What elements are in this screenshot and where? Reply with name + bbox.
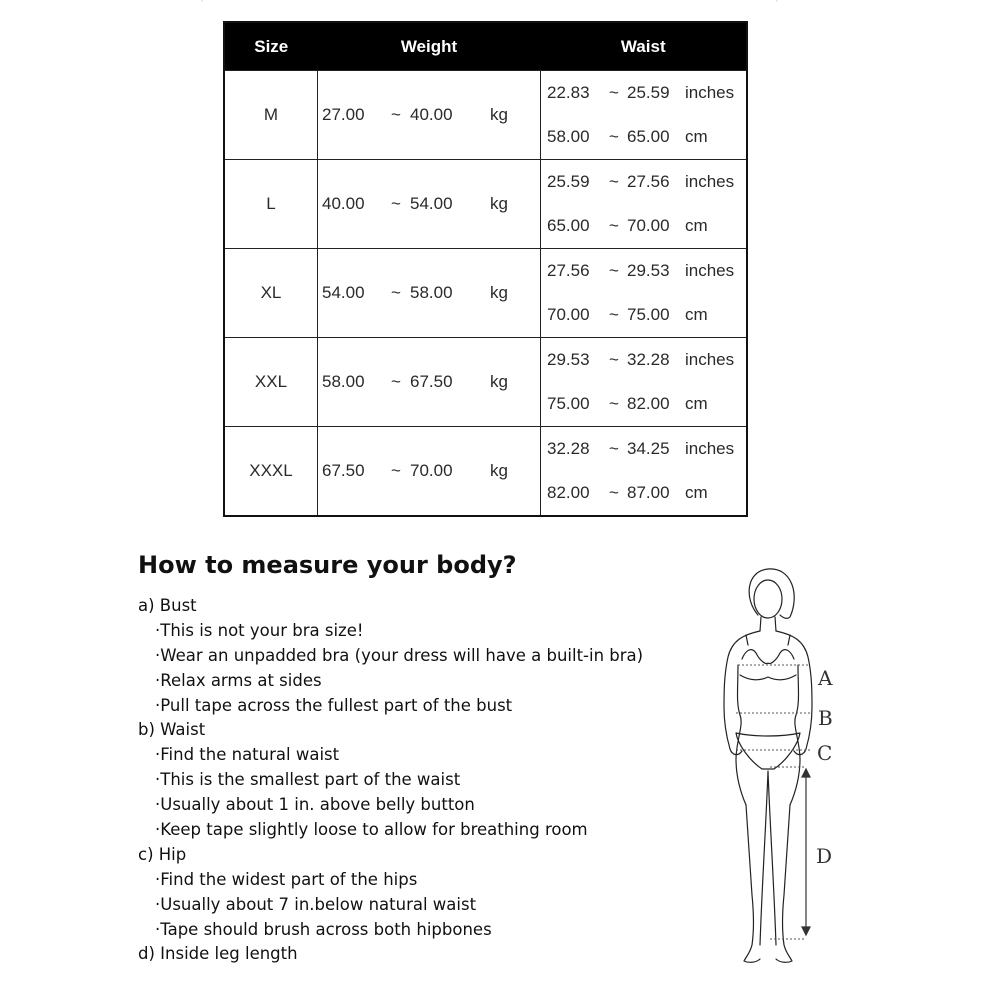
waist-in-min: 22.83 bbox=[547, 83, 590, 102]
waist-cm-min: 82.00 bbox=[547, 483, 590, 502]
instruction-item: ·Wear an unpadded bra (your dress will have a built-in bra) bbox=[155, 645, 644, 665]
label-c: C bbox=[817, 741, 833, 765]
cell-waist bbox=[541, 338, 748, 427]
waist-cm-line bbox=[541, 115, 746, 159]
measure-instructions bbox=[138, 594, 643, 967]
weight-unit: kg bbox=[490, 194, 508, 213]
range-separator: ~ bbox=[609, 305, 619, 324]
table-row bbox=[224, 338, 747, 427]
weight-unit: kg bbox=[490, 283, 508, 302]
waist-inches-line bbox=[541, 338, 746, 382]
instruction-item: ·Usually about 7 in.below natural waist bbox=[155, 894, 477, 914]
range-separator: ~ bbox=[391, 461, 401, 480]
table-header-row bbox=[224, 22, 747, 71]
waist-cm-max: 87.00 bbox=[627, 483, 670, 502]
figure-briefs bbox=[736, 733, 800, 769]
waist-in-unit: inches bbox=[685, 350, 735, 369]
instruction-item: ·This is the smallest part of the waist bbox=[155, 770, 461, 790]
waist-in-unit: inches bbox=[685, 261, 735, 280]
cell-weight bbox=[318, 249, 541, 338]
instruction-item: ·Pull tape across the fullest part of the bust bbox=[155, 695, 513, 715]
waist-in-max: 27.56 bbox=[627, 172, 670, 191]
figure-bra bbox=[740, 635, 796, 680]
weight-min: 67.50 bbox=[322, 461, 365, 480]
waist-cm-max: 70.00 bbox=[627, 216, 670, 235]
waist-in-min: 32.28 bbox=[547, 439, 590, 458]
waist-cm-unit: cm bbox=[685, 216, 708, 235]
body-measure-figure bbox=[700, 565, 850, 975]
label-b: B bbox=[818, 706, 833, 730]
header-size: Size bbox=[224, 22, 318, 71]
waist-cm-line bbox=[541, 293, 746, 337]
waist-cm-min: 70.00 bbox=[547, 305, 590, 324]
range-separator: ~ bbox=[609, 261, 619, 280]
cell-waist bbox=[541, 160, 748, 249]
range-separator: ~ bbox=[391, 372, 401, 391]
weight-max: 70.00 bbox=[410, 461, 453, 480]
label-a: A bbox=[818, 666, 833, 690]
range-separator: ~ bbox=[609, 127, 619, 146]
size-chart-table bbox=[223, 21, 748, 517]
waist-in-max: 32.28 bbox=[627, 350, 670, 369]
waist-cm-unit: cm bbox=[685, 483, 708, 502]
table-row bbox=[224, 249, 747, 338]
figure-neck bbox=[760, 617, 776, 631]
range-separator: ~ bbox=[391, 194, 401, 213]
measure-title: How to measure your body? bbox=[138, 551, 517, 579]
range-separator: ~ bbox=[609, 483, 619, 502]
instruction-heading: c) Hip bbox=[138, 844, 187, 864]
range-separator: ~ bbox=[609, 350, 619, 369]
waist-in-min: 25.59 bbox=[547, 172, 590, 191]
cell-weight bbox=[318, 338, 541, 427]
cell-weight bbox=[318, 71, 541, 160]
waist-inches-line bbox=[541, 427, 746, 471]
cell-size: XXXL bbox=[224, 427, 318, 517]
table-row bbox=[224, 160, 747, 249]
waist-in-unit: inches bbox=[685, 172, 735, 191]
figure-hair bbox=[749, 569, 794, 618]
waist-in-max: 25.59 bbox=[627, 83, 670, 102]
waist-inches-line bbox=[541, 249, 746, 293]
leg-arrow-head-bottom bbox=[802, 927, 810, 935]
weight-max: 67.50 bbox=[410, 372, 453, 391]
cell-waist bbox=[541, 427, 748, 517]
waist-cm-unit: cm bbox=[685, 127, 708, 146]
label-d: D bbox=[816, 844, 833, 868]
waist-in-min: 27.56 bbox=[547, 261, 590, 280]
weight-min: 40.00 bbox=[322, 194, 365, 213]
waist-in-max: 34.25 bbox=[627, 439, 670, 458]
instruction-item: ·Find the widest part of the hips bbox=[155, 869, 418, 889]
waist-cm-max: 82.00 bbox=[627, 394, 670, 413]
waist-cm-line bbox=[541, 471, 746, 515]
figure-left-leg bbox=[744, 805, 760, 962]
waist-cm-max: 75.00 bbox=[627, 305, 670, 324]
range-separator: ~ bbox=[391, 105, 401, 124]
instruction-item: ·Keep tape slightly loose to allow for breathing room bbox=[155, 820, 588, 840]
cell-size: XL bbox=[224, 249, 318, 338]
header-weight: Weight bbox=[318, 22, 541, 71]
waist-cm-min: 65.00 bbox=[547, 216, 590, 235]
weight-unit: kg bbox=[490, 372, 508, 391]
waist-cm-min: 58.00 bbox=[547, 127, 590, 146]
table-row bbox=[224, 71, 747, 160]
waist-cm-line bbox=[541, 382, 746, 426]
range-separator: ~ bbox=[609, 394, 619, 413]
weight-min: 58.00 bbox=[322, 372, 365, 391]
waist-cm-unit: cm bbox=[685, 305, 708, 324]
instruction-heading: a) Bust bbox=[138, 596, 197, 615]
waist-in-unit: inches bbox=[685, 83, 735, 102]
waist-in-max: 29.53 bbox=[627, 261, 670, 280]
instruction-item: ·Usually about 1 in. above belly button bbox=[155, 795, 475, 815]
edge-mark-right: ′ bbox=[776, 0, 778, 9]
instruction-item: ·Tape should brush across both hipbones bbox=[155, 919, 492, 939]
instruction-heading: d) Inside leg length bbox=[138, 944, 298, 964]
weight-max: 40.00 bbox=[410, 105, 453, 124]
cell-waist bbox=[541, 71, 748, 160]
range-separator: ~ bbox=[609, 216, 619, 235]
waist-inches-line bbox=[541, 160, 746, 204]
instruction-item: ·This is not your bra size! bbox=[155, 620, 364, 640]
range-separator: ~ bbox=[609, 83, 619, 102]
cell-size: L bbox=[224, 160, 318, 249]
instruction-item: ·Find the natural waist bbox=[155, 745, 340, 765]
instruction-heading: b) Waist bbox=[138, 720, 206, 740]
weight-max: 54.00 bbox=[410, 194, 453, 213]
waist-cm-min: 75.00 bbox=[547, 394, 590, 413]
waist-in-unit: inches bbox=[685, 439, 735, 458]
weight-unit: kg bbox=[490, 105, 508, 124]
waist-in-min: 29.53 bbox=[547, 350, 590, 369]
waist-inches-line bbox=[541, 71, 746, 115]
waist-cm-unit: cm bbox=[685, 394, 708, 413]
cell-size: XXL bbox=[224, 338, 318, 427]
range-separator: ~ bbox=[609, 172, 619, 191]
leg-arrow-head-top bbox=[802, 769, 810, 777]
range-separator: ~ bbox=[391, 283, 401, 302]
edge-mark-left: ′ bbox=[201, 0, 203, 9]
header-waist: Waist bbox=[541, 22, 748, 71]
weight-min: 27.00 bbox=[322, 105, 365, 124]
table-row bbox=[224, 427, 747, 517]
weight-max: 58.00 bbox=[410, 283, 453, 302]
weight-unit: kg bbox=[490, 461, 508, 480]
figure-head bbox=[754, 580, 782, 618]
instruction-item: ·Relax arms at sides bbox=[155, 670, 322, 690]
range-separator: ~ bbox=[609, 439, 619, 458]
weight-min: 54.00 bbox=[322, 283, 365, 302]
cell-size: M bbox=[224, 71, 318, 160]
size-table-body bbox=[224, 71, 747, 517]
figure-inner-legs bbox=[760, 771, 776, 945]
cell-weight bbox=[318, 160, 541, 249]
cell-weight bbox=[318, 427, 541, 517]
cell-waist bbox=[541, 249, 748, 338]
waist-cm-max: 65.00 bbox=[627, 127, 670, 146]
waist-cm-line bbox=[541, 204, 746, 248]
